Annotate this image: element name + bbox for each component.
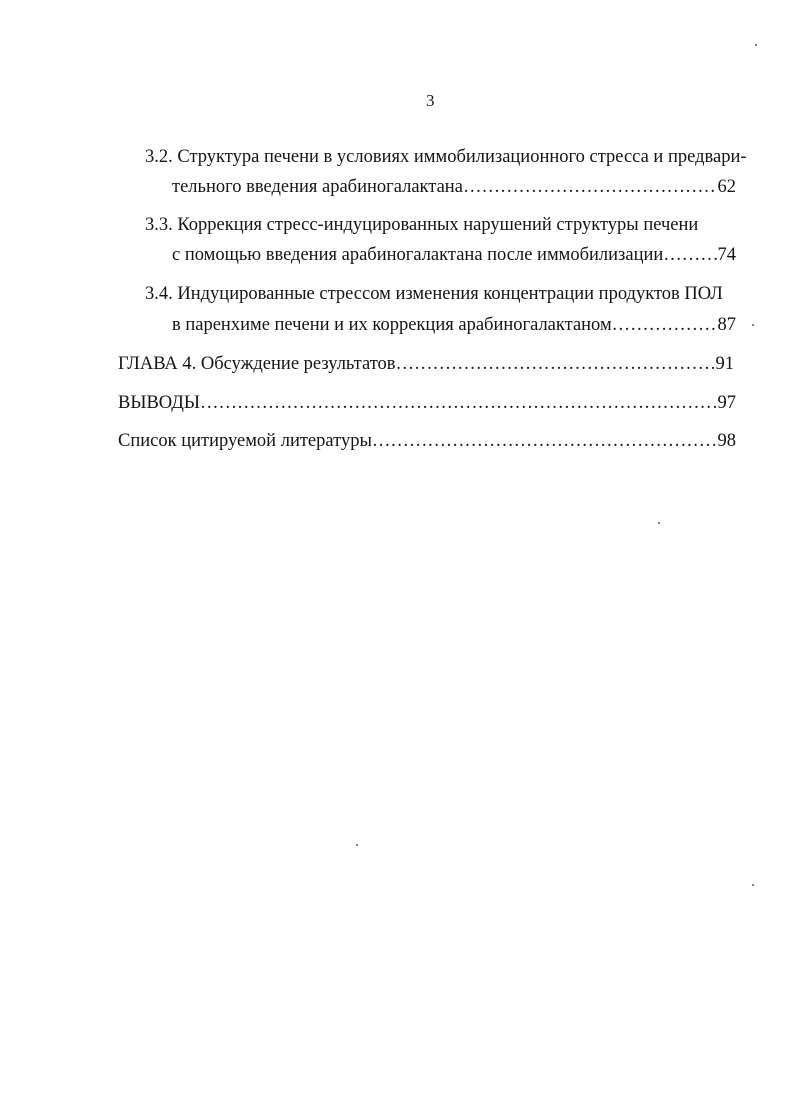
dot-leader bbox=[463, 176, 718, 198]
scan-speck bbox=[755, 44, 757, 46]
toc-section-title-line: 3.2. Структура печени в условиях иммобилизационного стресса и предвари- bbox=[145, 147, 747, 167]
toc-chapter-title: Список цитируемой литературы bbox=[118, 431, 372, 451]
toc-entry bbox=[172, 176, 736, 198]
toc-page-number: 91 bbox=[715, 354, 734, 374]
dot-leader bbox=[612, 314, 718, 336]
toc-page-number: 98 bbox=[717, 431, 736, 451]
toc-section-title-line: 3.3. Коррекция стресс-индуцированных нарушений структуры печени bbox=[145, 215, 699, 235]
toc-entry bbox=[118, 392, 736, 414]
scan-speck bbox=[658, 522, 660, 524]
toc-entry bbox=[118, 430, 736, 452]
toc-section-title-continuation: в паренхиме печени и их коррекция арабиногалактаном bbox=[172, 315, 612, 335]
toc-page-number: 87 bbox=[717, 315, 736, 335]
toc-chapter-title: ГЛАВА 4. Обсуждение результатов bbox=[118, 354, 396, 374]
scan-speck bbox=[752, 324, 754, 326]
toc-section-title-line: 3.4. Индуцированные стрессом изменения концентрации продуктов ПОЛ bbox=[145, 284, 723, 304]
toc-page-number: 62 bbox=[717, 177, 736, 197]
toc-section-title-continuation: с помощью введения арабиногалактана после иммобилизации bbox=[172, 245, 664, 265]
dot-leader bbox=[663, 244, 717, 266]
scan-speck bbox=[356, 844, 358, 846]
dot-leader bbox=[396, 353, 716, 375]
toc-chapter-title: ВЫВОДЫ bbox=[118, 393, 201, 413]
toc-entry bbox=[172, 244, 736, 266]
toc-page-number: 74 bbox=[717, 245, 736, 265]
dot-leader bbox=[372, 430, 718, 452]
page-number: 3 bbox=[426, 91, 435, 110]
scan-speck bbox=[752, 884, 754, 886]
toc-section-title-continuation: тельного введения арабиногалактана bbox=[172, 177, 463, 197]
toc-page-number: 97 bbox=[717, 393, 736, 413]
toc-entry bbox=[118, 353, 734, 375]
toc-entry bbox=[172, 314, 736, 336]
dot-leader bbox=[200, 392, 717, 414]
